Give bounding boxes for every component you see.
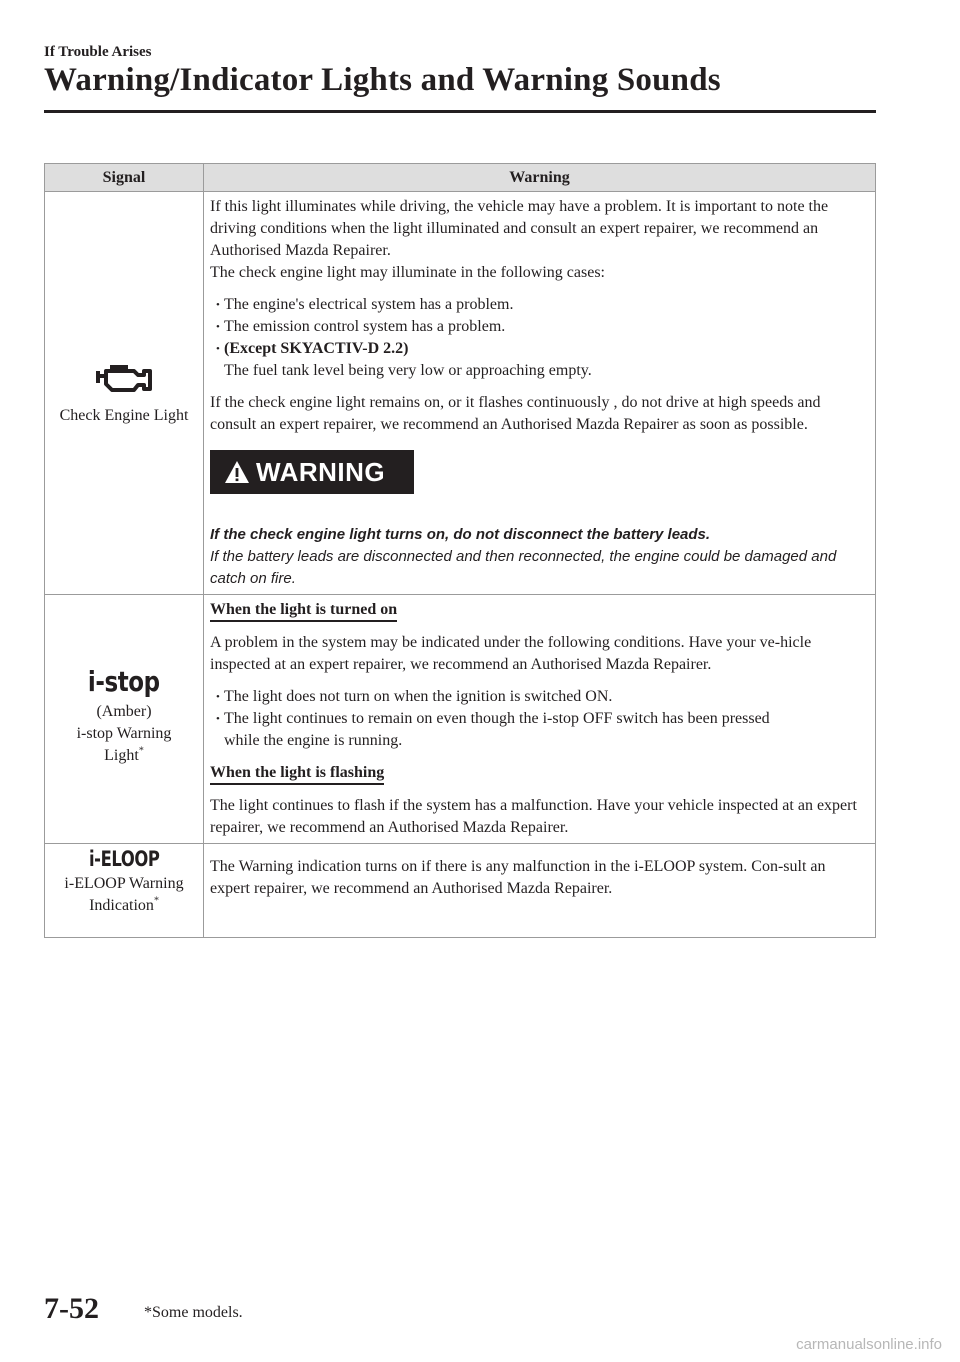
signal-cell-check-engine [45,192,204,595]
signal-cell-istop [45,595,204,844]
check-engine-icon [94,359,154,395]
warning-badge-label: WARNING [256,457,386,487]
watermark: carmanualsonline.info [796,1336,942,1353]
list-item: • The engine's electrical system has a problem. [216,294,869,316]
subheading-light-on: When the light is turned on [210,601,397,622]
caution-body: If the battery leads are disconnected and then reconnected, the engine could be damaged and catch on fire. [210,548,837,587]
table-header-row [45,164,876,192]
list-item-subtext: while the engine is running. [224,732,403,749]
table-row [45,595,876,844]
page-number: 7-52 [44,1292,99,1325]
list-item-text: The light continues to remain on even though the i-stop OFF switch has been pressed [224,710,770,727]
footnote-marker: * [138,745,144,757]
table-row [45,844,876,938]
signal-cell-ieloop [45,844,204,938]
section-label: If Trouble Arises [44,44,152,60]
paragraph: The check engine light may illuminate in the following cases: [210,264,605,281]
page-title: Warning/Indicator Lights and Warning Sounds [44,62,721,98]
signal-label-text: i-stop Warning Light [76,725,172,764]
signal-label [47,873,201,933]
signal-label: Check Engine Light [59,407,189,424]
subheading-light-flashing: When the light is flashing [210,764,384,785]
bullet-list [210,686,869,752]
paragraph: The light continues to flash if the system has a malfunction. Have your vehicle inspected at an expert repairer, we recommend an Authorised Mazda Repairer. [210,797,857,836]
signal-label-text: i-ELOOP Warning Indication [64,875,184,914]
paragraph: The Warning indication turns on if there is any malfunction in the i-ELOOP system. Con-sult an expert repairer, we recommend an Authorised Mazda Repairer. [210,858,826,897]
ieloop-icon: i-ELOOP [88,847,160,871]
signal-label [47,723,201,767]
column-header-warning: Warning [204,164,876,192]
footnote-marker: * [153,895,159,907]
warning-triangle-icon [224,460,250,484]
list-item [216,708,869,752]
paragraph: A problem in the system may be indicated under the following conditions. Have your ve-hicle inspected at an expert repairer, we recommend an Authorised Mazda Repairer. [210,634,812,673]
caution-heading: If the check engine light turns on, do not disconnect the battery leads. [210,526,711,543]
warning-lights-table [44,163,876,938]
warning-cell-check-engine [204,192,876,595]
list-item: • The light does not turn on when the ignition is switched ON. [216,686,869,708]
title-rule [44,110,876,113]
warning-cell-ieloop [204,844,876,938]
warning-badge [210,450,414,494]
column-header-signal: Signal [45,164,204,192]
model-condition: (Except SKYACTIV-D 2.2) [224,340,409,357]
list-item-subtext: The fuel tank level being very low or approaching empty. [224,362,592,379]
list-item: • The emission control system has a problem. [216,316,869,338]
istop-icon: i-stop [88,665,160,698]
paragraph: If this light illuminates while driving, the vehicle may have a problem. It is important to note the driving conditions when the light illuminated and consult an expert repairer, we recommend an Authorised Mazda Repairer. [210,198,829,259]
bullet-list [210,294,869,382]
paragraph: If the check engine light remains on, or it flashes continuously , do not drive at high speeds and consult an expert repairer, we recommend an Authorised Mazda Repairer as soon as possible. [210,394,821,433]
footnote: *Some models. [144,1304,243,1321]
table-row [45,192,876,595]
warning-cell-istop [204,595,876,844]
list-item [216,338,869,382]
signal-color: (Amber) [96,703,152,720]
